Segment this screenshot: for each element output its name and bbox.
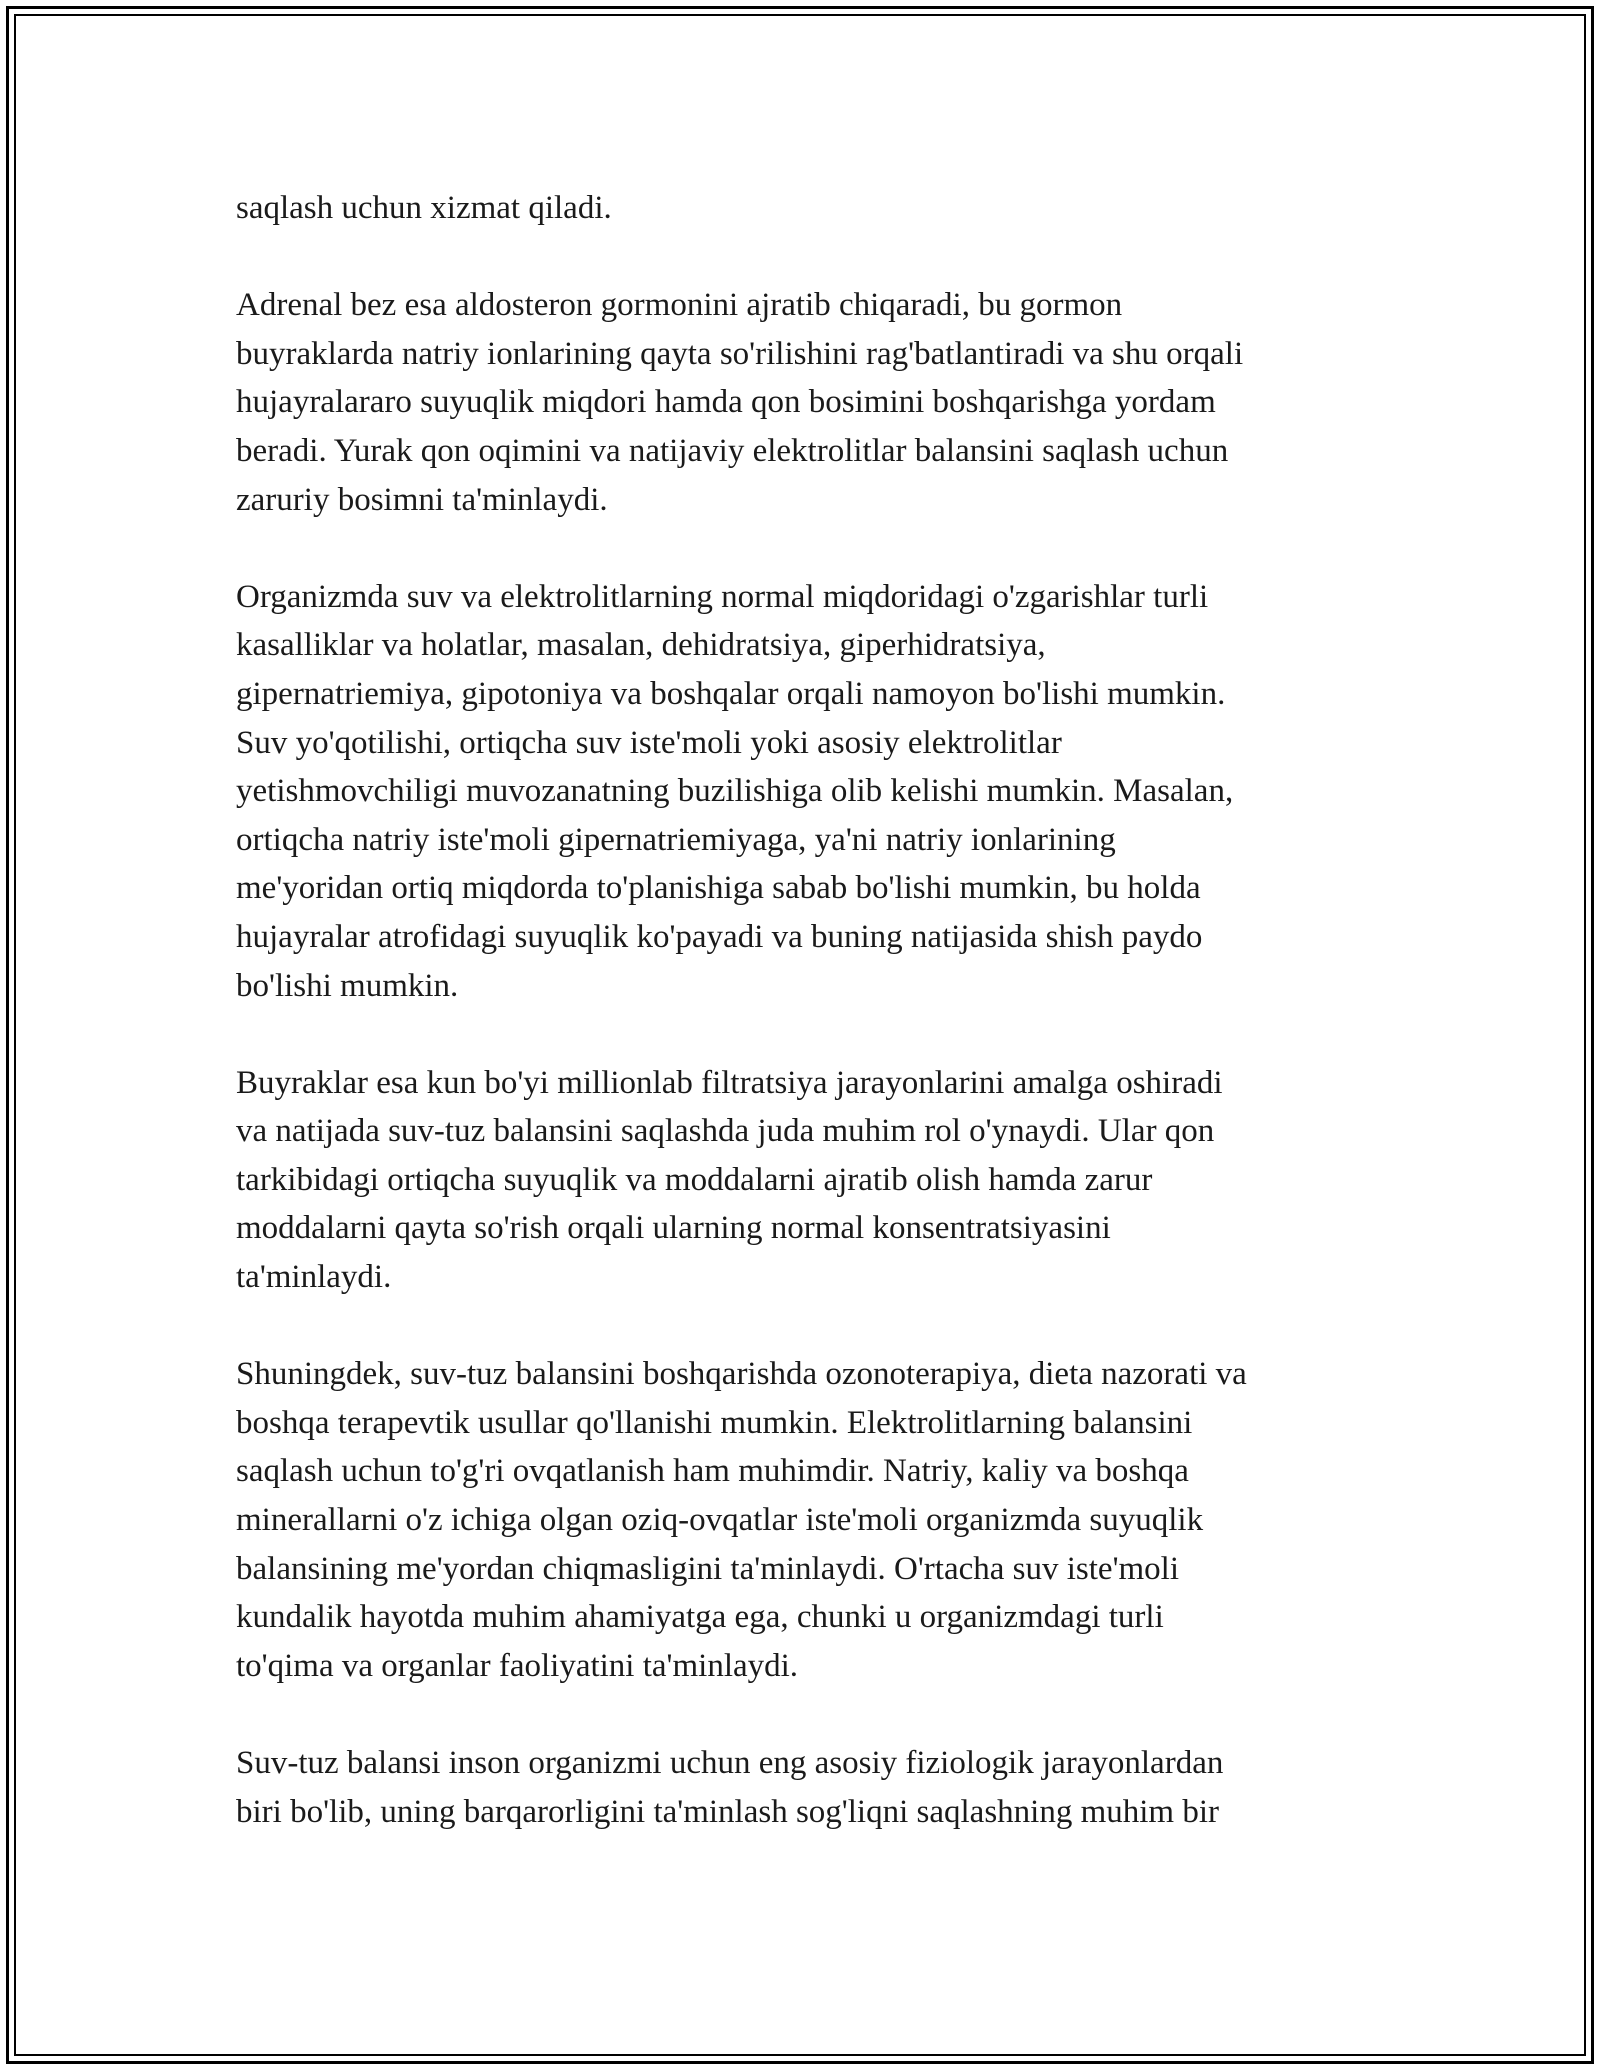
text-line: Suv-tuz balansi inson organizmi uchun eng asosiy fiziologik jarayonlardan bbox=[236, 1745, 1224, 1781]
text-line: kasalliklar va holatlar, masalan, dehidratsiya, giperhidratsiya, bbox=[236, 627, 1046, 664]
text-line: beradi. Yurak qon oqimini va natijaviy elektrolitlar balansini saqlash uchun bbox=[236, 432, 1229, 469]
text-line: kundalik hayotda muhim ahamiyatga ega, chunki u organizmdagi turli bbox=[236, 1599, 1164, 1636]
text-line: me'yoridan ortiq miqdorda to'planishiga sabab bo'lishi mumkin, bu holda bbox=[236, 870, 1201, 907]
paragraph-1 bbox=[236, 184, 1386, 233]
text-line: saqlash uchun to'g'ri ovqatlanish ham muhimdir. Natriy, kaliy va boshqa bbox=[236, 1453, 1189, 1490]
paragraph-5 bbox=[236, 1350, 1386, 1690]
text-line: moddalarni qayta so'rish orqali ularning normal konsentratsiyasini bbox=[236, 1210, 1111, 1247]
text-line: gipernatriemiya, gipotoniya va boshqalar orqali namoyon bo'lishi mumkin. bbox=[236, 675, 1226, 712]
text-line: hujayralar atrofidagi suyuqlik ko'payadi va buning natijasida shish paydo bbox=[236, 918, 1203, 955]
text-line: va natijada suv-tuz balansini saqlashda juda muhim rol o'ynaydi. Ular qon bbox=[236, 1113, 1215, 1150]
text-line: Suv yo'qotilishi, ortiqcha suv iste'moli yoki asosiy elektrolitlar bbox=[236, 724, 1062, 761]
text-line: Organizmda suv va elektrolitlarning normal miqdoridagi o'zgarishlar turli bbox=[236, 578, 1209, 615]
text-line: to'qima va organlar faoliyatini ta'minlaydi. bbox=[236, 1647, 799, 1684]
text-line: hujayralararo suyuqlik miqdori hamda qon bosimini boshqarishga yordam bbox=[236, 384, 1216, 421]
text-line: zaruriy bosimni ta'minlaydi. bbox=[236, 481, 608, 518]
document-body bbox=[236, 184, 1386, 1885]
text-line: saqlash uchun xizmat qiladi. bbox=[236, 190, 612, 226]
text-line: minerallarni o'z ichiga olgan oziq-ovqatlar iste'moli organizmda suyuqlik bbox=[236, 1502, 1204, 1539]
paragraph-6 bbox=[236, 1739, 1386, 1836]
text-line: ortiqcha natriy iste'moli gipernatriemiyaga, ya'ni natriy ionlarining bbox=[236, 821, 1116, 858]
paragraph-3 bbox=[236, 573, 1386, 1010]
text-line: ta'minlaydi. bbox=[236, 1259, 392, 1296]
text-line: buyraklarda natriy ionlarining qayta so'rilishini rag'batlantiradi va shu orqali bbox=[236, 335, 1244, 372]
text-line: Buyraklar esa kun bo'yi millionlab filtratsiya jarayonlarini amalga oshiradi bbox=[236, 1064, 1223, 1101]
text-line: boshqa terapevtik usullar qo'llanishi mumkin. Elektrolitlarning balansini bbox=[236, 1404, 1193, 1441]
text-line: tarkibidagi ortiqcha suyuqlik va moddalarni ajratib olish hamda zarur bbox=[236, 1161, 1153, 1198]
text-line: biri bo'lib, uning barqarorligini ta'minlash sog'liqni saqlashning muhim bir bbox=[236, 1793, 1219, 1830]
text-line: bo'lishi mumkin. bbox=[236, 967, 459, 1004]
text-line: Adrenal bez esa aldosteron gormonini ajratib chiqaradi, bu gormon bbox=[236, 287, 1123, 324]
text-line: Shuningdek, suv-tuz balansini boshqarishda ozonoterapiya, dieta nazorati va bbox=[236, 1356, 1247, 1393]
paragraph-4 bbox=[236, 1059, 1386, 1302]
text-line: yetishmovchiligi muvozanatning buzilishiga olib kelishi mumkin. Masalan, bbox=[236, 773, 1234, 810]
text-line: balansining me'yordan chiqmasligini ta'minlaydi. O'rtacha suv iste'moli bbox=[236, 1550, 1180, 1587]
paragraph-2 bbox=[236, 281, 1386, 524]
